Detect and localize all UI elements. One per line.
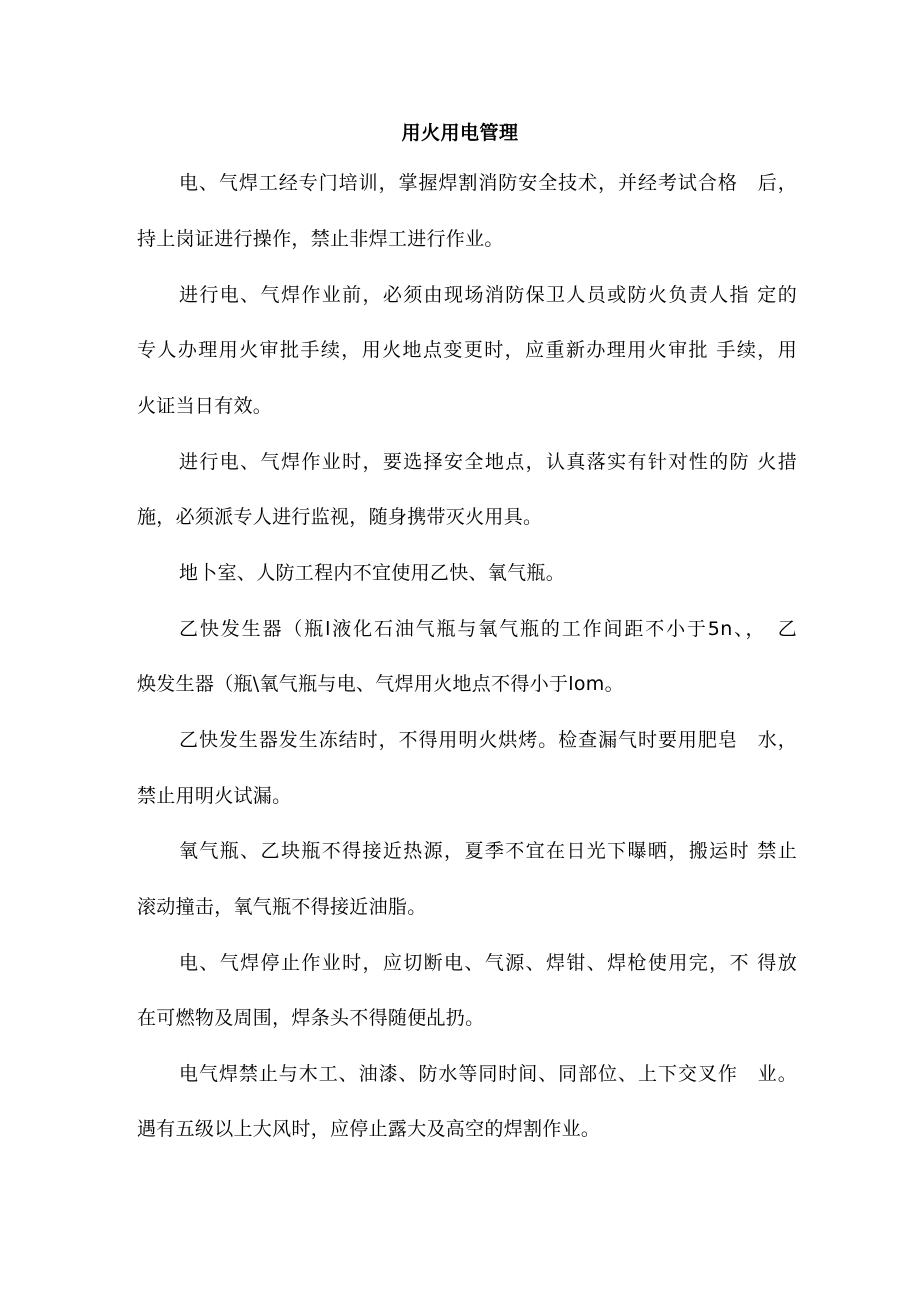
paragraph-6-line-1: 乙快发生器发生冻结时，不得用明火烘烤。检查漏气时要用肥皂 水，	[179, 729, 797, 751]
paragraph-1-line-1: 电、气焊工经专门培训，掌握焊割消防安全技术，并经考试合格 后，	[179, 172, 797, 194]
paragraph-3-line-1: 进行电、气焊作业时，要选择安全地点，认真落实有针对性的防 火措	[179, 451, 797, 473]
paragraph-2-line-3: 火证当日有效。	[137, 395, 273, 417]
paragraph-3-line-2: 施，必须派专人进行监视，随身携带灭火用具。	[137, 506, 543, 528]
paragraph-7-line-2: 滚动撞击，氧气瓶不得接近油脂。	[137, 896, 427, 918]
paragraph-7-line-1: 氧气瓶、乙块瓶不得接近热源，夏季不宜在日光下曝晒，搬运时 禁止	[179, 840, 797, 862]
paragraph-4-line-1: 地卜室、人防工程内不宜使用乙快、氧气瓶。	[179, 562, 566, 584]
paragraph-5-line-2: 焕发生器（瓶\氧气瓶与电、气焊用火地点不得小于lom。	[137, 673, 624, 695]
paragraph-2-line-1: 进行电、气焊作业前，必须由现场消防保卫人员或防火负责人指 定的	[179, 284, 797, 306]
paragraph-9-line-1: 电气焊禁止与木工、油漆、防水等同时间、同部位、上下交叉作 业。	[179, 1063, 797, 1085]
paragraph-8-line-1: 电、气焊停止作业时，应切断电、气源、焊钳、焊枪使用完，不 得放	[179, 952, 797, 974]
paragraph-6-line-2: 禁止用明火试漏。	[137, 785, 292, 807]
paragraph-2-line-2: 专人办理用火审批手续，用火地点变更时，应重新办理用火审批 手续，用	[137, 339, 797, 361]
paragraph-1-line-2: 持上岗证进行操作，禁止非焊工进行作业。	[137, 228, 504, 250]
paragraph-8-line-2: 在可燃物及周围，焊条头不得随便乩扔。	[137, 1007, 485, 1029]
document-title: 用火用电管理	[401, 122, 519, 144]
paragraph-9-line-2: 遇有五级以上大风时，应停止露大及高空的焊割作业。	[137, 1118, 601, 1140]
paragraph-5-line-1: 乙快发生器（瓶l液化石油气瓶与氧气瓶的工作间距不小于5n、， 乙	[179, 618, 797, 640]
